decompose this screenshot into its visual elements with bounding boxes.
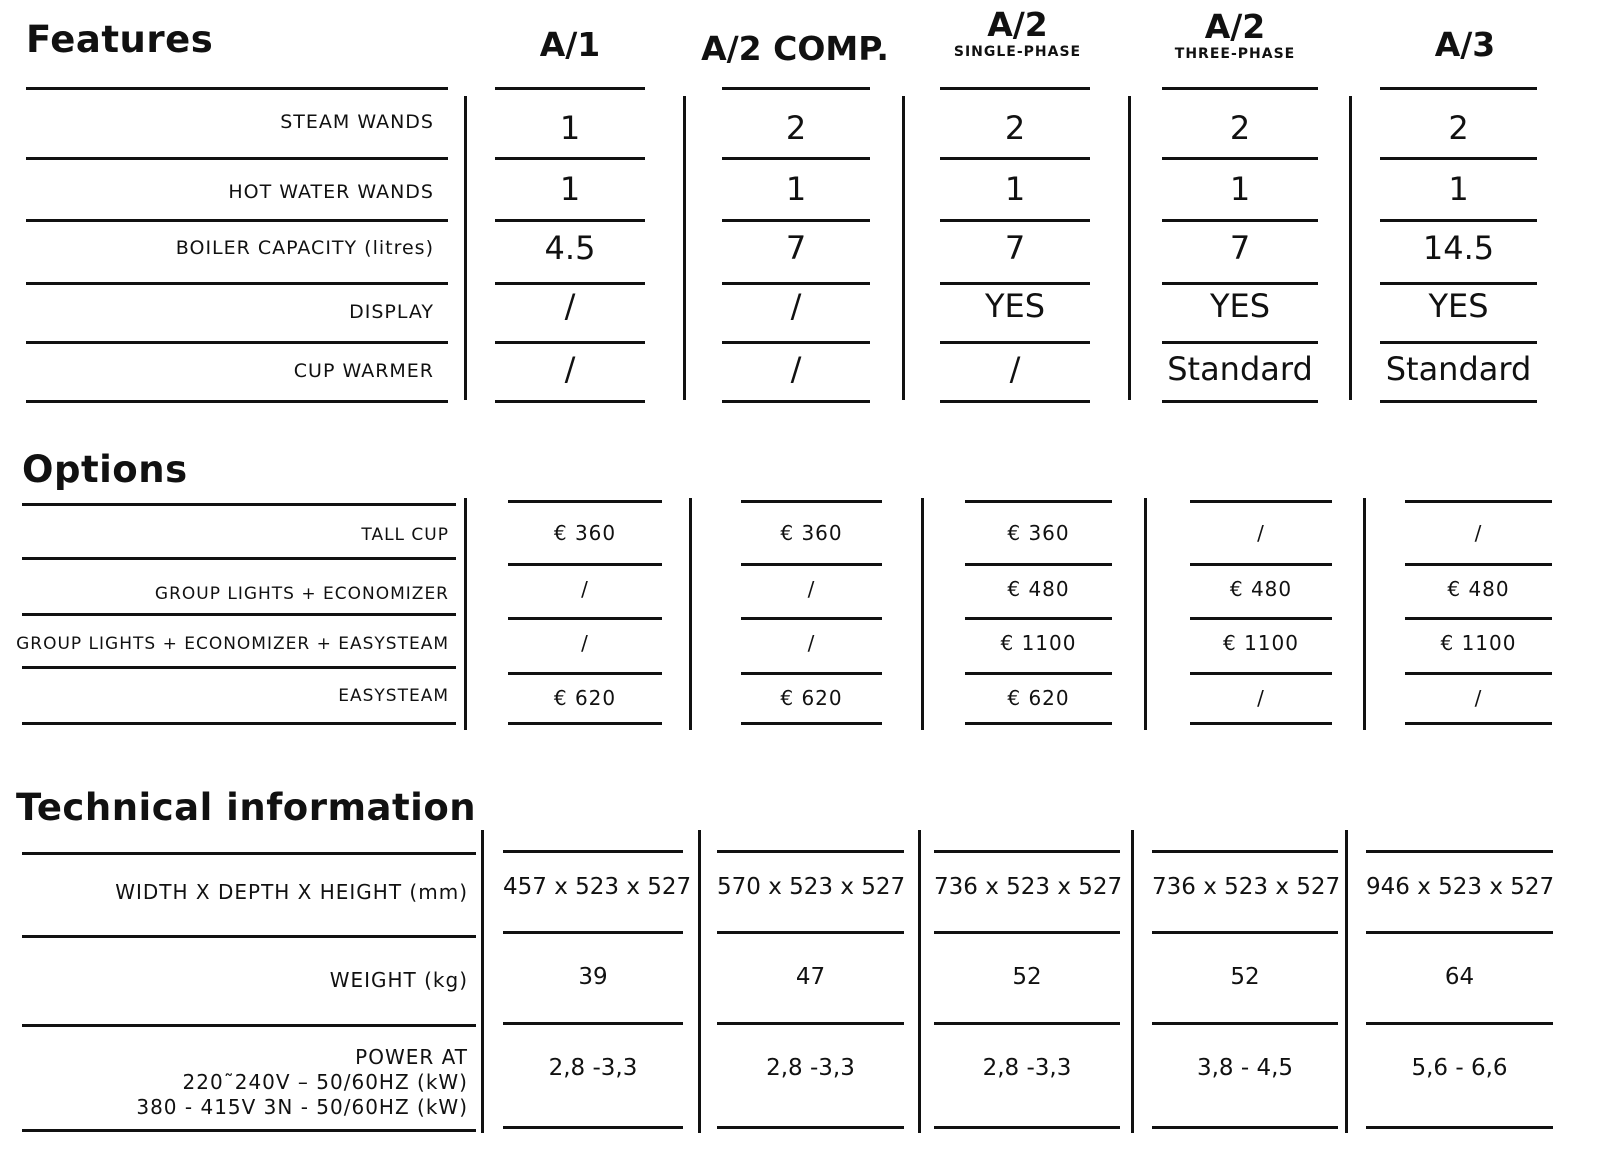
feature-label	[280, 111, 434, 133]
option-value: € 480	[1229, 577, 1293, 601]
label-line: WEIGHT (kg)	[329, 968, 468, 992]
tech-value: 52	[1012, 964, 1042, 990]
column-divider	[902, 96, 905, 400]
row-divider	[495, 282, 645, 285]
feature-value: Standard	[1385, 350, 1532, 388]
row-divider	[1190, 617, 1332, 620]
row-divider	[508, 617, 662, 620]
column-divider	[1349, 96, 1352, 400]
model-subtitle: SINGLE-PHASE	[953, 44, 1082, 60]
feature-label	[349, 301, 434, 323]
model-header-a2-comp	[690, 29, 900, 68]
label-line: GROUP LIGHTS + ECONOMIZER + EASYSTEAM	[16, 634, 449, 654]
option-value: € 1100	[1000, 631, 1077, 655]
feature-value: /	[790, 350, 802, 388]
row-divider	[503, 1126, 683, 1129]
row-divider	[26, 219, 448, 222]
label-line: 220˜240V – 50/60HZ (kW)	[182, 1070, 468, 1094]
label-line: WIDTH X DEPTH X HEIGHT (mm)	[115, 880, 468, 904]
row-divider	[495, 400, 645, 403]
tech-value: 5,6 - 6,6	[1411, 1055, 1508, 1081]
row-divider	[1152, 931, 1338, 934]
column-divider	[1128, 96, 1131, 400]
row-divider	[722, 341, 870, 344]
row-divider	[965, 563, 1112, 566]
column-divider	[689, 498, 692, 730]
option-value: € 620	[780, 686, 843, 710]
row-divider	[503, 1022, 683, 1025]
label-line: BOILER CAPACITY (litres)	[175, 237, 434, 259]
row-divider	[1380, 87, 1537, 90]
column-divider	[1144, 498, 1147, 730]
feature-value: YES	[1428, 287, 1489, 325]
row-divider	[717, 850, 904, 853]
row-divider	[940, 87, 1090, 90]
row-divider	[965, 672, 1112, 675]
row-divider	[1162, 87, 1318, 90]
row-divider	[1366, 1022, 1553, 1025]
label-line: 380 - 415V 3N - 50/60HZ (kW)	[136, 1095, 468, 1119]
tech-value: 736 x 523 x 527	[934, 874, 1123, 900]
column-divider	[481, 830, 484, 1133]
feature-value: 2	[1229, 109, 1251, 147]
option-value: € 480	[1007, 577, 1070, 601]
row-divider	[26, 341, 448, 344]
row-divider	[965, 617, 1112, 620]
model-header-a2-three-phase	[1155, 7, 1315, 62]
row-divider	[495, 157, 645, 160]
row-divider	[1380, 282, 1537, 285]
row-divider	[508, 722, 662, 725]
row-divider	[717, 1022, 904, 1025]
technical-heading: Technical information	[16, 786, 477, 829]
row-divider	[1380, 219, 1537, 222]
row-divider	[22, 1129, 476, 1132]
row-divider	[26, 87, 448, 90]
tech-value: 570 x 523 x 527	[717, 874, 906, 900]
row-divider	[1152, 1022, 1338, 1025]
option-value: € 1100	[1223, 631, 1299, 655]
feature-value: 2	[1448, 109, 1469, 147]
label-line: DISPLAY	[349, 301, 434, 323]
row-divider	[22, 1024, 476, 1027]
option-value: € 360	[553, 521, 617, 545]
model-name: A/2	[1204, 7, 1266, 46]
row-divider	[1162, 400, 1318, 403]
row-divider	[1162, 219, 1318, 222]
tech-label	[136, 1045, 468, 1120]
feature-value: 1	[1004, 170, 1026, 208]
tech-value: 2,8 -3,3	[548, 1055, 638, 1081]
row-divider	[934, 850, 1120, 853]
feature-value: 14.5	[1422, 229, 1495, 267]
model-header-a3	[1390, 25, 1540, 64]
row-divider	[503, 850, 683, 853]
option-value: /	[1474, 686, 1483, 710]
tech-value: 457 x 523 x 527	[503, 874, 692, 900]
row-divider	[741, 617, 882, 620]
row-divider	[934, 1126, 1120, 1129]
model-name: A/2 COMP.	[701, 29, 889, 68]
model-name: A/2	[987, 5, 1048, 44]
row-divider	[940, 157, 1090, 160]
row-divider	[741, 722, 882, 725]
tech-value: 2,8 -3,3	[982, 1055, 1072, 1081]
row-divider	[22, 503, 456, 506]
option-label	[361, 525, 449, 545]
option-value: € 1100	[1440, 631, 1517, 655]
row-divider	[1152, 850, 1338, 853]
option-value: /	[1257, 686, 1265, 710]
model-header-a1	[495, 25, 645, 64]
feature-value: 2	[1004, 109, 1026, 147]
row-divider	[22, 935, 476, 938]
row-divider	[1405, 563, 1552, 566]
column-divider	[1131, 830, 1134, 1133]
tech-value: 64	[1444, 964, 1475, 990]
row-divider	[1405, 500, 1552, 503]
feature-label	[176, 237, 434, 259]
row-divider	[717, 1126, 904, 1129]
row-divider	[503, 931, 683, 934]
feature-value: 1	[785, 170, 807, 208]
column-divider	[918, 830, 921, 1133]
row-divider	[722, 87, 870, 90]
row-divider	[722, 282, 870, 285]
option-value: /	[807, 631, 816, 655]
row-divider	[940, 400, 1090, 403]
option-value: € 360	[780, 521, 843, 545]
model-name: A/3	[1434, 25, 1496, 64]
option-value: € 480	[1447, 577, 1510, 601]
row-divider	[495, 87, 645, 90]
model-header-a2-single-phase	[935, 5, 1100, 60]
option-value: € 620	[1007, 686, 1070, 710]
row-divider	[722, 219, 870, 222]
option-value: € 620	[553, 686, 617, 710]
column-divider	[464, 498, 467, 730]
option-label	[155, 584, 449, 604]
row-divider	[940, 219, 1090, 222]
row-divider	[717, 931, 904, 934]
row-divider	[965, 500, 1112, 503]
option-value: /	[1257, 521, 1265, 545]
model-subtitle: THREE-PHASE	[1174, 46, 1296, 62]
row-divider	[940, 282, 1090, 285]
row-divider	[1190, 563, 1332, 566]
row-divider	[26, 157, 448, 160]
row-divider	[495, 341, 645, 344]
row-divider	[934, 931, 1120, 934]
feature-value: 2	[785, 109, 807, 147]
label-line: TALL CUP	[361, 525, 449, 545]
tech-value: 736 x 523 x 527	[1152, 874, 1341, 900]
column-divider	[1363, 498, 1366, 730]
tech-value: 3,8 - 4,5	[1196, 1055, 1294, 1081]
column-divider	[921, 498, 924, 730]
row-divider	[1366, 1126, 1553, 1129]
feature-value: 7	[785, 229, 807, 267]
feature-value: 7	[1229, 229, 1251, 267]
row-divider	[1190, 722, 1332, 725]
feature-value: 7	[1004, 229, 1026, 267]
option-value: € 360	[1007, 521, 1070, 545]
row-divider	[741, 500, 882, 503]
row-divider	[22, 722, 456, 725]
feature-value: Standard	[1167, 350, 1313, 388]
option-label	[16, 634, 449, 654]
row-divider	[22, 613, 456, 616]
row-divider	[22, 666, 456, 669]
row-divider	[1366, 850, 1553, 853]
row-divider	[1366, 931, 1553, 934]
row-divider	[495, 219, 645, 222]
row-divider	[22, 852, 476, 855]
feature-value: 1	[1229, 170, 1251, 208]
row-divider	[22, 557, 456, 560]
feature-label	[228, 181, 434, 203]
row-divider	[741, 563, 882, 566]
label-line: POWER AT	[355, 1045, 468, 1069]
column-divider	[698, 830, 701, 1133]
option-value: /	[581, 631, 589, 655]
feature-value: YES	[984, 287, 1046, 325]
tech-value: 47	[795, 964, 826, 990]
row-divider	[1162, 157, 1318, 160]
tech-value: 946 x 523 x 527	[1366, 874, 1555, 900]
row-divider	[26, 282, 448, 285]
row-divider	[940, 341, 1090, 344]
feature-value: /	[564, 350, 576, 388]
label-line: STEAM WANDS	[280, 111, 434, 133]
feature-value: 1	[1448, 170, 1469, 208]
feature-label	[294, 360, 434, 382]
label-line: EASYSTEAM	[338, 686, 449, 706]
row-divider	[1405, 672, 1552, 675]
row-divider	[1162, 341, 1318, 344]
column-divider	[683, 96, 686, 400]
column-divider	[1345, 830, 1348, 1133]
label-line: HOT WATER WANDS	[228, 181, 434, 203]
model-name: A/1	[539, 25, 601, 64]
row-divider	[1380, 341, 1537, 344]
row-divider	[1405, 617, 1552, 620]
feature-value: /	[790, 287, 802, 325]
options-heading: Options	[22, 448, 188, 491]
row-divider	[965, 722, 1112, 725]
feature-value: YES	[1209, 287, 1271, 325]
feature-value: /	[1009, 350, 1021, 388]
row-divider	[722, 157, 870, 160]
row-divider	[1380, 400, 1537, 403]
row-divider	[1190, 672, 1332, 675]
tech-value: 52	[1230, 964, 1260, 990]
feature-value: /	[564, 287, 576, 325]
row-divider	[722, 400, 870, 403]
option-value: /	[1474, 521, 1483, 545]
row-divider	[741, 672, 882, 675]
tech-label	[330, 968, 468, 993]
option-value: /	[581, 577, 589, 601]
feature-value: 1	[559, 170, 581, 208]
row-divider	[508, 500, 662, 503]
tech-label	[115, 880, 468, 905]
feature-value: 4.5	[544, 229, 596, 267]
tech-value: 39	[578, 964, 608, 990]
row-divider	[508, 672, 662, 675]
label-line: CUP WARMER	[293, 360, 434, 382]
feature-value: 1	[559, 109, 581, 147]
row-divider	[1380, 157, 1537, 160]
row-divider	[1405, 722, 1552, 725]
row-divider	[26, 400, 448, 403]
label-line: GROUP LIGHTS + ECONOMIZER	[154, 584, 449, 604]
tech-value: 2,8 -3,3	[766, 1055, 855, 1081]
option-value: /	[807, 577, 816, 601]
option-label	[338, 686, 449, 706]
row-divider	[1162, 282, 1318, 285]
column-divider	[464, 96, 467, 400]
row-divider	[508, 563, 662, 566]
features-heading: Features	[26, 18, 214, 61]
row-divider	[1190, 500, 1332, 503]
row-divider	[1152, 1126, 1338, 1129]
row-divider	[934, 1022, 1120, 1025]
